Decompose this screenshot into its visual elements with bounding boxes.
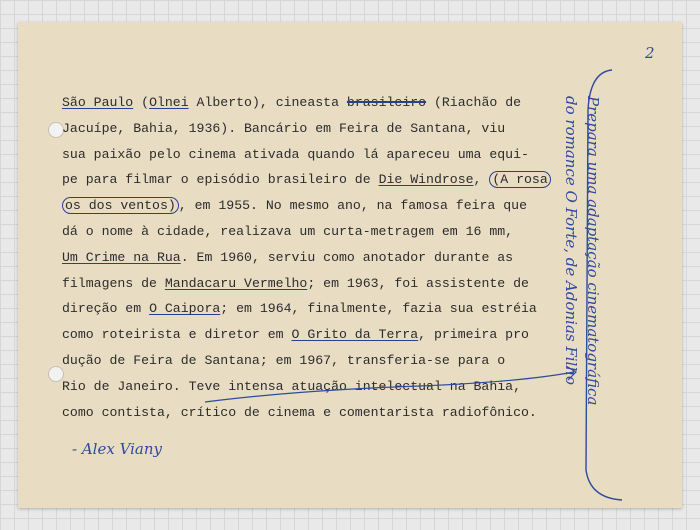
text-run: Rio de Janeiro. Teve intensa atuação intelectual na Bahia, xyxy=(62,378,521,394)
underlined-title: São Paulo xyxy=(62,95,134,110)
margin-annotation-line: do romance O Forte, de Adonias Filho xyxy=(562,96,580,386)
text-run: sua paixão pelo cinema ativada quando lá apareceu uma equi- xyxy=(62,146,529,162)
struck-word: brasileiro xyxy=(346,95,427,110)
text-line xyxy=(62,400,562,426)
text-run: dá o nome à cidade, realizava um curta-metragem em 16 mm, xyxy=(62,223,514,239)
text-line xyxy=(62,219,562,245)
signature: - Alex Viany xyxy=(72,440,163,458)
underlined-title: Mandacaru Vermelho xyxy=(164,275,308,291)
text-line xyxy=(62,348,562,374)
text-run: dução de Feira de Santana; em 1967, transferia-se para o xyxy=(62,352,506,368)
text-line xyxy=(62,90,562,116)
text-run: Jacuípe, Bahia, 1936). Bancário em Feira de Santana, viu xyxy=(62,120,506,136)
text-run: ; em 1963, foi assistente de xyxy=(307,275,529,291)
text-line xyxy=(62,296,562,322)
underlined-title: Um Crime na Rua xyxy=(62,249,181,265)
text-run: Alberto), cineasta xyxy=(188,95,347,110)
text-run: , em 1955. No mesmo ano, na famosa feira que xyxy=(178,198,528,214)
text-line xyxy=(62,167,562,193)
text-run: ; em 1964, finalmente, fazia sua estréia xyxy=(220,301,537,317)
text-run: ( xyxy=(133,95,150,110)
underlined-title: O Grito da Terra xyxy=(291,327,419,343)
text-line xyxy=(62,142,562,168)
text-run: . Em 1960, serviu como anotador durante as xyxy=(180,249,514,265)
text-run: , primeira pro xyxy=(418,327,529,343)
underlined-title: Olnei xyxy=(149,95,189,110)
text-run: pe para filmar o episódio brasileiro de xyxy=(62,172,379,188)
text-line xyxy=(62,374,562,400)
text-run: filmagens de xyxy=(62,275,165,291)
text-line xyxy=(62,271,562,297)
margin-annotation xyxy=(560,96,604,405)
margin-annotation-line: Prepara uma adaptação cinematográfica xyxy=(584,96,602,406)
text-line xyxy=(62,116,562,142)
text-run: , xyxy=(473,172,490,188)
text-line xyxy=(62,245,562,271)
page-number-mark: 2 xyxy=(645,44,655,62)
text-line xyxy=(62,322,562,348)
underlined-title: Die Windrose xyxy=(378,172,474,188)
circled-phrase: os dos ventos) xyxy=(62,197,179,214)
circled-phrase: (A rosa xyxy=(489,171,550,188)
text-line xyxy=(62,193,562,219)
text-run: direção em xyxy=(62,301,150,317)
text-run: (Riachão de xyxy=(426,95,522,110)
text-run: como contista, crítico de cinema e comentarista radiofônico. xyxy=(62,404,537,420)
text-run: como roteirista e diretor em xyxy=(62,327,292,343)
underlined-title: O Caipora xyxy=(149,301,221,317)
typewritten-text xyxy=(62,90,562,425)
